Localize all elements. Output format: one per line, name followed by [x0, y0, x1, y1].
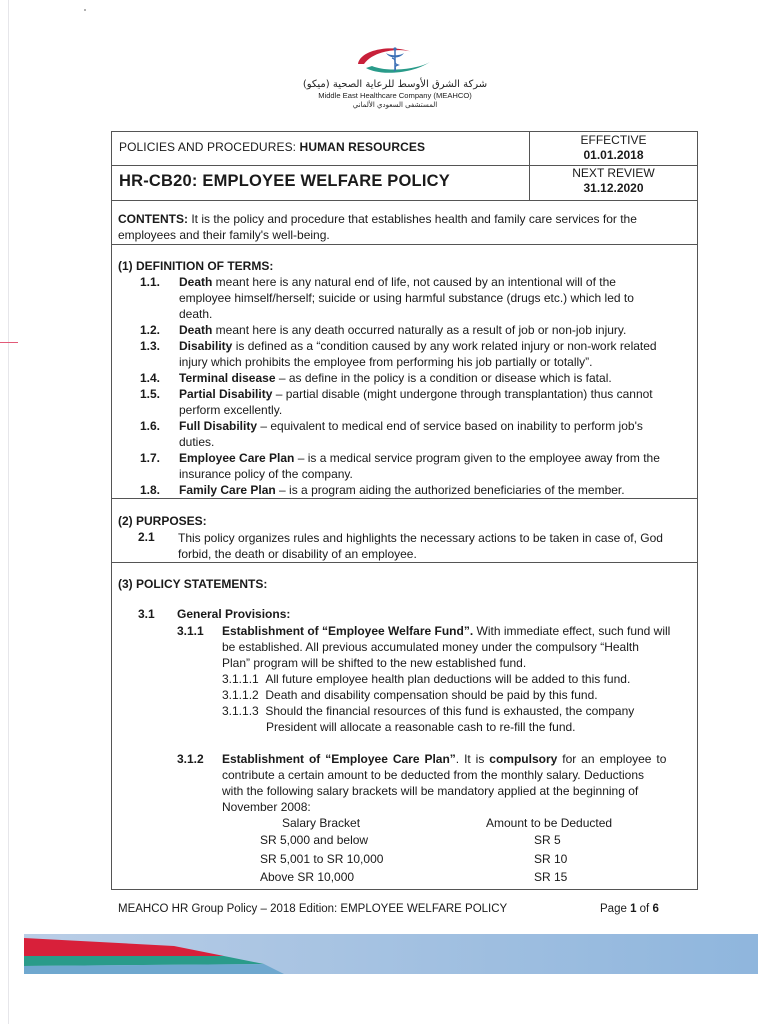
contents-label: CONTENTS: — [118, 212, 188, 226]
salary-row-2-bracket: SR 5,001 to SR 10,000 — [260, 852, 384, 866]
definition-line: injury which prohibits the employee from performing his job partially or totally”. — [179, 355, 593, 369]
definition-term: Disability — [179, 339, 233, 353]
item-3-1-1-line-2: be established. All previous accumulated money under the compulsory “Health — [222, 640, 639, 654]
item-3-1-1-text: With immediate effect, such fund will — [473, 624, 671, 638]
purpose-line-1: This policy organizes rules and highlights the necessary actions to be taken in case of, God — [178, 531, 663, 545]
sub-3-1-1-3 — [222, 703, 634, 719]
footer-document-title: MEAHCO HR Group Policy – 2018 Edition: EMPLOYEE WELFARE POLICY — [118, 903, 508, 915]
item-3-1-2-text: for an employee to — [557, 752, 667, 766]
policy-header-table — [111, 131, 698, 201]
definition-text: is defined as a “condition caused by any work related injury or non-work related — [232, 339, 657, 353]
definition-line: employee himself/herself; suicide or using harmful substance (drugs etc.) which led to — [179, 291, 634, 305]
definition-term: Death — [179, 275, 213, 289]
page-of: of — [636, 903, 653, 915]
item-3-1-2-number: 3.1.2 — [177, 752, 204, 766]
definition-number: 1.1. — [140, 275, 161, 289]
definition-number: 1.4. — [140, 371, 161, 385]
definition-text: – equivalent to medical end of service based on inability to perform job's — [257, 419, 643, 433]
definition-number: 1.8. — [140, 483, 161, 497]
definition-text: meant here is any death occurred naturally as a result of job or non-job injury. — [212, 323, 627, 337]
logo-arabic-subtitle: المستشفى السعودي الألماني — [352, 101, 438, 109]
definition-text: – partial disable (might undergone through transplantation) thus cannot — [272, 387, 653, 401]
definition-line — [179, 482, 625, 498]
item-3-1-2-line-1 — [222, 751, 666, 767]
definition-term: Full Disability — [179, 419, 258, 433]
definition-term: Partial Disability — [179, 387, 273, 401]
policy-title: HR-CB20: EMPLOYEE WELFARE POLICY — [119, 172, 450, 190]
item-3-1-1-title: Establishment of “Employee Welfare Fund”. — [222, 624, 474, 638]
item-3-1-2-line-4: November 2008: — [222, 800, 311, 814]
definition-number: 1.5. — [140, 387, 161, 401]
item-3-1-1-number: 3.1.1 — [177, 624, 204, 638]
sub-number: 3.1.1.2 — [222, 688, 259, 702]
definition-term: Family Care Plan — [179, 483, 276, 497]
definition-line — [179, 386, 653, 402]
salary-row-3-amount: SR 15 — [534, 870, 568, 884]
definition-line — [179, 418, 643, 434]
margin-mark — [0, 342, 18, 343]
current-page: 1 — [630, 903, 637, 915]
definition-number: 1.6. — [140, 419, 161, 433]
item-3-1-2-line-2: contribute a certain amount to be deducted from the monthly salary. Deductions — [222, 768, 645, 782]
section-divider — [111, 244, 698, 245]
policies-area: HUMAN RESOURCES — [299, 140, 426, 154]
section-3-1-number: 3.1 — [138, 607, 155, 621]
purpose-number: 2.1 — [138, 530, 155, 544]
definition-number: 1.7. — [140, 451, 161, 465]
definition-text: meant here is any natural end of life, not caused by an intentional will of the — [212, 275, 616, 289]
sub-text: Should the financial resources of this fund is exhausted, the company — [265, 704, 635, 718]
contents-line-1 — [118, 211, 637, 227]
definition-text: – as define in the policy is a condition or disease which is fatal. — [275, 371, 612, 385]
logo-arabic-name: شركة الشرق الأوسط للرعاية الصحية (ميكو) — [302, 79, 488, 90]
sub-number: 3.1.1.3 — [222, 704, 259, 718]
policies-category — [119, 140, 425, 154]
review-label: NEXT REVIEW — [572, 166, 655, 180]
policies-prefix: POLICIES AND PROCEDURES: — [119, 140, 300, 154]
item-3-1-1-line-3: Plan” program will be shifted to the new established fund. — [222, 656, 527, 670]
company-logo — [300, 42, 490, 122]
page-number — [600, 903, 659, 915]
salary-row-1-bracket: SR 5,000 and below — [260, 833, 369, 847]
scan-dot — [84, 9, 86, 11]
contents-text: It is the policy and procedure that establishes health and family care services for the — [188, 212, 637, 226]
page-prefix: Page — [600, 903, 631, 915]
salary-row-3-bracket: Above SR 10,000 — [260, 870, 355, 884]
definition-text: – is a program aiding the authorized beneficiaries of the member. — [275, 483, 625, 497]
section-divider — [111, 498, 698, 499]
sub-3-1-1-1 — [222, 671, 630, 687]
salary-row-2-amount: SR 10 — [534, 852, 568, 866]
deduction-header: Amount to be Deducted — [486, 816, 613, 830]
section-3-1-title: General Provisions: — [177, 607, 291, 621]
salary-row-1-amount: SR 5 — [534, 833, 561, 847]
effective-cell — [530, 133, 697, 163]
definition-term: Employee Care Plan — [179, 451, 295, 465]
section-divider — [111, 562, 698, 563]
definition-text: – is a medical service program given to the employee away from the — [294, 451, 660, 465]
definition-line — [179, 370, 612, 386]
item-3-1-1-line-1 — [222, 623, 670, 639]
definition-line — [179, 450, 660, 466]
definition-line — [179, 322, 626, 338]
section-divider — [111, 889, 698, 890]
page-edge — [8, 0, 9, 1024]
purposes-heading: (2) PURPOSES: — [118, 514, 207, 528]
salary-bracket-header: Salary Bracket — [282, 816, 361, 830]
contents-line-2: employees and their family's well-being. — [118, 228, 330, 242]
definition-line: insurance policy of the company. — [179, 467, 353, 481]
sub-text: All future employee health plan deductions will be added to this fund. — [265, 672, 631, 686]
effective-date: 01.01.2018 — [583, 148, 644, 162]
review-cell — [530, 166, 697, 196]
item-3-1-2-line-3: with the following salary brackets will be mandatory applied at the beginning of — [222, 784, 639, 798]
meahco-emblem-icon — [350, 42, 440, 78]
definitions-heading: (1) DEFINITION OF TERMS: — [118, 259, 274, 273]
definition-line — [179, 274, 616, 290]
footer-color-band — [24, 934, 758, 974]
sub-number: 3.1.1.1 — [222, 672, 259, 686]
definition-line: duties. — [179, 435, 215, 449]
policy-heading: (3) POLICY STATEMENTS: — [118, 577, 268, 591]
definition-number: 1.3. — [140, 339, 161, 353]
review-date: 31.12.2020 — [583, 181, 644, 195]
sub-3-1-1-3-line-2: President will allocate a reasonable cash to re-fill the fund. — [266, 720, 576, 734]
effective-label: EFFECTIVE — [580, 133, 647, 147]
definition-line — [179, 338, 657, 354]
logo-english-name: Middle East Healthcare Company (MEAHCO) — [318, 91, 472, 100]
item-3-1-2-title: Establishment of “Employee Care Plan” — [222, 752, 456, 766]
item-3-1-2-text: . It is — [455, 752, 490, 766]
definition-term: Terminal disease — [179, 371, 276, 385]
compulsory-word: compulsory — [489, 752, 558, 766]
purpose-line-2: forbid, the death or disability of an employee. — [178, 547, 417, 561]
sub-text: Death and disability compensation should be paid by this fund. — [265, 688, 598, 702]
definition-term: Death — [179, 323, 213, 337]
definition-line: perform excellently. — [179, 403, 283, 417]
definition-line: death. — [179, 307, 213, 321]
total-pages: 6 — [652, 903, 659, 915]
sub-3-1-1-2 — [222, 687, 598, 703]
definition-number: 1.2. — [140, 323, 161, 337]
